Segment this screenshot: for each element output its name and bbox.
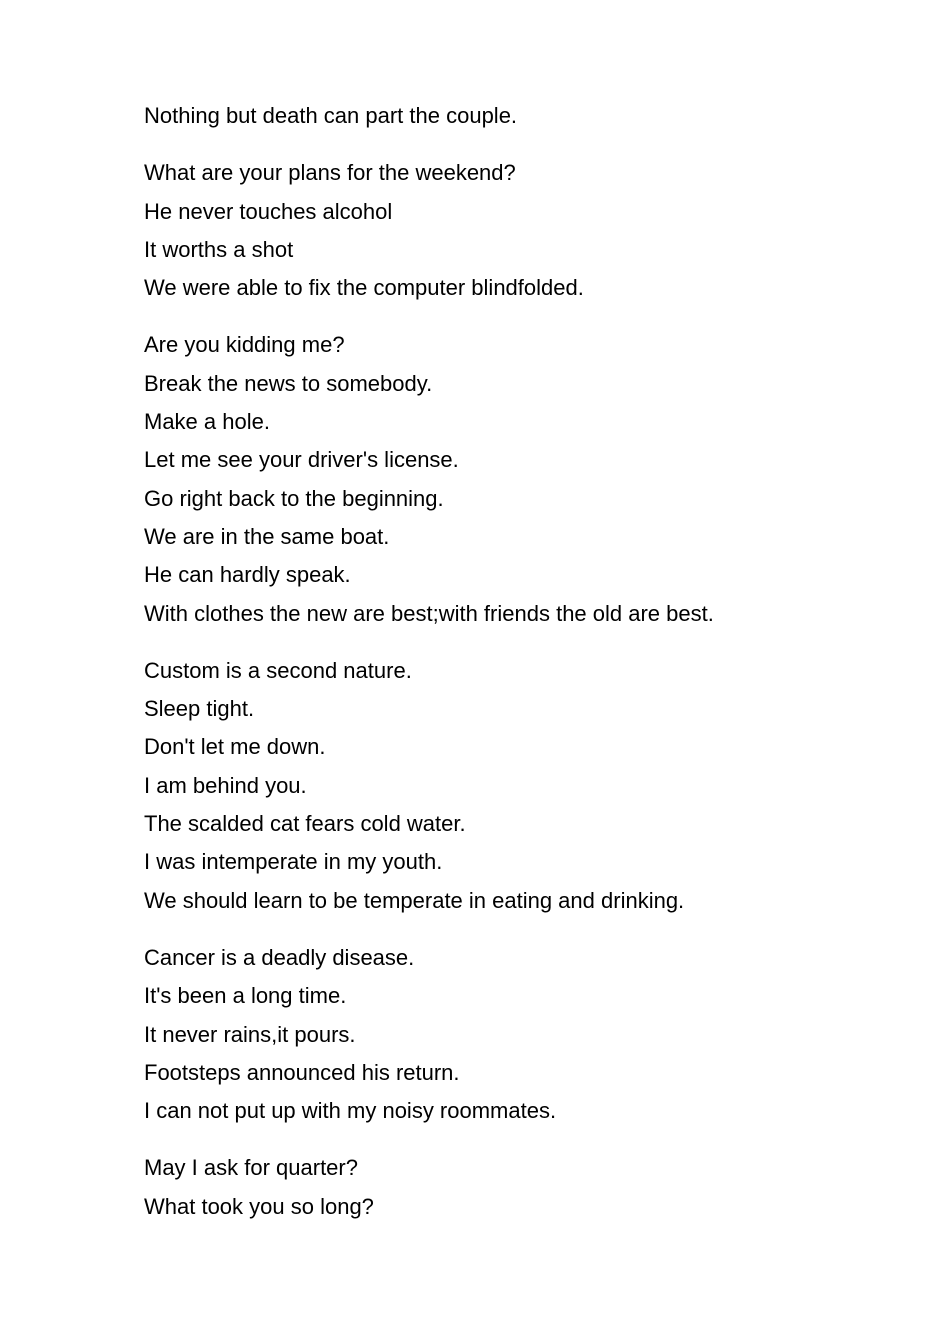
paragraph-group bbox=[144, 1149, 904, 1226]
text-line: Nothing but death can part the couple. bbox=[144, 103, 518, 128]
paragraph-group bbox=[144, 154, 904, 307]
text-line: It worths a shot bbox=[144, 236, 294, 262]
text-line: Break the news to somebody. bbox=[144, 370, 433, 396]
text-line: Are you kidding me? bbox=[144, 332, 345, 358]
text-line: I was intemperate in my youth. bbox=[144, 849, 443, 875]
document-body bbox=[144, 97, 904, 1245]
text-line: We are in the same boat. bbox=[144, 523, 390, 549]
text-line: Let me see your driver's license. bbox=[144, 447, 459, 473]
text-line: I can not put up with my noisy roommates. bbox=[144, 1098, 557, 1124]
text-line: Don't let me down. bbox=[144, 734, 326, 760]
text-line: He never touches alcohol bbox=[144, 198, 393, 224]
text-line: We were able to fix the computer blindfolded. bbox=[144, 275, 584, 301]
text-line: Make a hole. bbox=[144, 409, 270, 435]
paragraph-group bbox=[144, 326, 904, 632]
text-line: We should learn to be temperate in eating and drinking. bbox=[144, 887, 685, 913]
text-line: With clothes the new are best;with friends the old are best. bbox=[144, 600, 714, 626]
text-line: What are your plans for the weekend? bbox=[144, 160, 516, 186]
text-line: He can hardly speak. bbox=[144, 562, 351, 588]
text-line: Sleep tight. bbox=[144, 696, 255, 722]
paragraph-group bbox=[144, 939, 904, 1130]
paragraph-group bbox=[144, 97, 904, 135]
text-line: May I ask for quarter? bbox=[144, 1155, 358, 1181]
text-line: Footsteps announced his return. bbox=[144, 1059, 460, 1085]
text-line: Cancer is a deadly disease. bbox=[144, 944, 415, 970]
text-line: Go right back to the beginning. bbox=[144, 485, 444, 511]
text-line: What took you so long? bbox=[144, 1193, 374, 1219]
text-line: It never rains,it pours. bbox=[144, 1021, 356, 1047]
text-line: Custom is a second nature. bbox=[144, 657, 412, 683]
text-line: I am behind you. bbox=[144, 772, 307, 798]
text-line: It's been a long time. bbox=[144, 983, 347, 1009]
paragraph-group bbox=[144, 652, 904, 920]
text-line: The scalded cat fears cold water. bbox=[144, 811, 466, 837]
